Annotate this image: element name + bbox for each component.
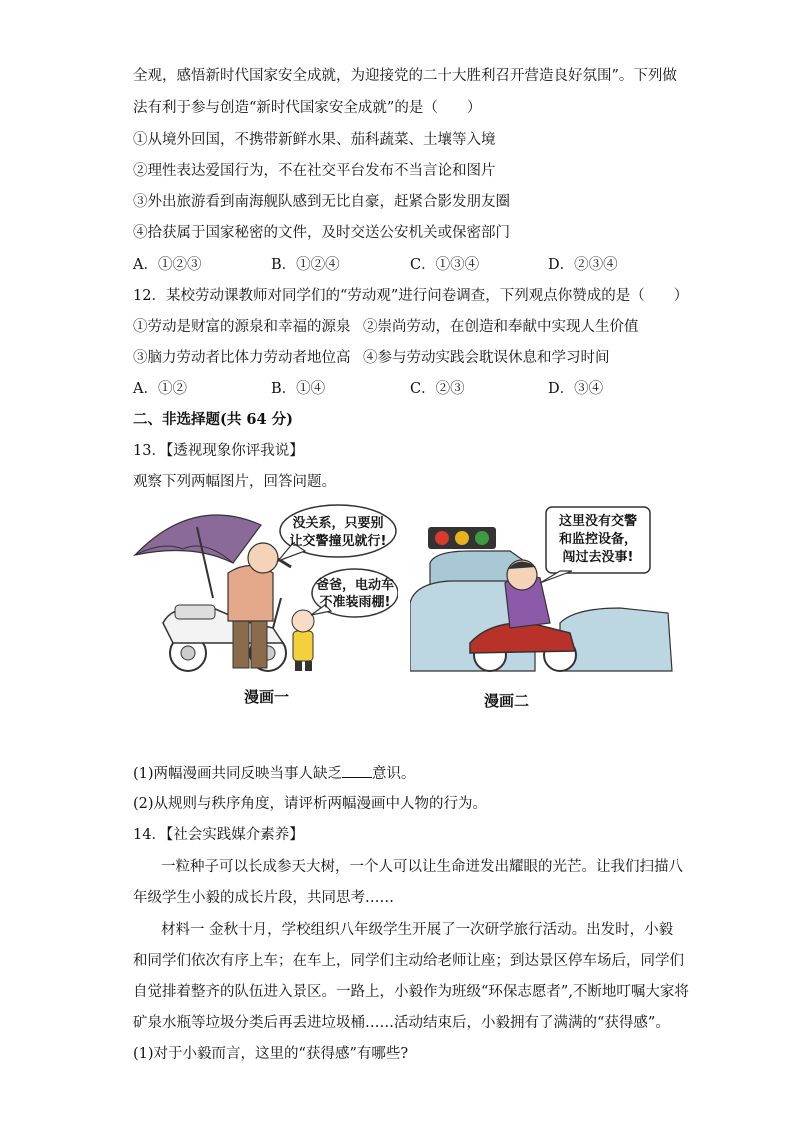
q13-answer-blank[interactable] <box>342 763 372 778</box>
bubble-rider-line3: 闯过去没事! <box>562 550 634 565</box>
q12-option-c[interactable]: C．②③ <box>410 381 465 397</box>
q12-item-3: ③脑力劳动者比体力劳动者地位高 <box>133 350 351 366</box>
q13-sub1-after: 意识。 <box>372 766 416 782</box>
q13-intro: 观察下列两幅图片，回答问题。 <box>133 474 336 490</box>
cartoon-one-caption: 漫画一 <box>244 688 290 706</box>
q12-stem: 12．某校劳动课教师对同学们的“劳动观”进行问卷调查，下列观点你赞成的是（ ） <box>133 288 689 304</box>
q13-sub1 <box>133 763 416 784</box>
q11-option-b[interactable]: B．①②④ <box>271 257 340 273</box>
rider-figure <box>505 560 550 628</box>
cartoon-one-image <box>133 503 398 678</box>
q11-option-a[interactable]: A．①②③ <box>133 257 202 273</box>
q13-sub1-before: (1)两幅漫画共同反映当事人缺乏 <box>133 766 343 782</box>
cartoon-two-caption: 漫画二 <box>484 692 530 710</box>
q12-option-b[interactable]: B．①④ <box>271 381 326 397</box>
q14-title: 14．【社会实践媒介素养】 <box>133 827 304 843</box>
q13-sub2: (2)从规则与秩序角度，请评析两幅漫画中人物的行为。 <box>133 796 488 812</box>
q11-option-c[interactable]: C．①③④ <box>410 257 480 273</box>
q11-stem-line2: 法有利于参与创造“新时代国家安全成就”的是（ ） <box>133 100 482 116</box>
bubble-rider-line1: 这里没有交警 <box>558 514 638 529</box>
traffic-light-icon <box>428 527 496 549</box>
q12-item-1: ①劳动是财富的源泉和幸福的源泉 <box>133 319 351 335</box>
q11-item-3: ③外出旅游看到南海舰队感到无比自豪，赶紧合影发朋友圈 <box>133 194 510 210</box>
q11-option-d[interactable]: D．②③④ <box>548 257 618 273</box>
q12-option-a[interactable]: A．①② <box>133 381 187 397</box>
q14-sub1: (1)对于小毅而言，这里的“获得感”有哪些? <box>133 1046 409 1062</box>
bubble-man-line1: 没关系，只要别 <box>292 516 384 531</box>
q11-item-1: ①从境外回国，不携带新鲜水果、茄科蔬菜、土壤等入境 <box>133 132 496 148</box>
section2-title: 二、非选择题(共 64 分) <box>133 411 293 428</box>
q14-para1-line2: 年级学生小毅的成长片段，共同思考…… <box>133 890 394 906</box>
cartoon-two-image <box>410 503 675 675</box>
bubble-rider-line2: 和监控设备， <box>558 532 638 547</box>
q14-para1-line1: 一粒种子可以长成参天大树，一个人可以让生命迸发出耀眼的光芒。让我们扫描八 <box>161 859 683 875</box>
q11-item-4: ④拾获属于国家秘密的文件，及时交送公安机关或保密部门 <box>133 225 510 241</box>
q14-material1-line3: 自觉排着整齐的队伍进入景区。一路上，小毅作为班级“环保志愿者”,不断地叮嘱大家将 <box>133 984 689 1000</box>
q12-item-4: ④参与劳动实践会耽误休息和学习时间 <box>363 350 610 366</box>
bubble-child-line1: 爸爸，电动车 <box>315 578 395 593</box>
car-right <box>560 608 672 671</box>
child-figure <box>292 610 314 671</box>
bubble-man-line2: 让交警撞见就行! <box>289 534 387 549</box>
q14-material1-line1: 材料一 金秋十月，学校组织八年级学生开展了一次研学旅行活动。出发时，小毅 <box>161 922 674 938</box>
q11-stem-line1: 全观，感悟新时代国家安全成就，为迎接党的二十大胜利召开营造良好氛围”。下列做 <box>133 68 677 84</box>
q11-item-2: ②理性表达爱国行为，不在社交平台发布不当言论和图片 <box>133 163 496 179</box>
q12-item-2: ②崇尚劳动，在创造和奉献中实现人生价值 <box>363 319 639 335</box>
q14-material1-line4: 矿泉水瓶等垃圾分类后再丢进垃圾桶……活动结束后，小毅拥有了满满的“获得感”。 <box>133 1015 670 1031</box>
q14-material1-line2: 和同学们依次有序上车；在车上，同学们主动给老师让座；到达景区停车场后，同学们 <box>133 953 684 969</box>
q13-title: 13．【透视现象你评我说】 <box>133 443 304 459</box>
bubble-child-line2: 不准装雨棚! <box>319 595 391 610</box>
q12-option-d[interactable]: D．③④ <box>548 381 604 397</box>
